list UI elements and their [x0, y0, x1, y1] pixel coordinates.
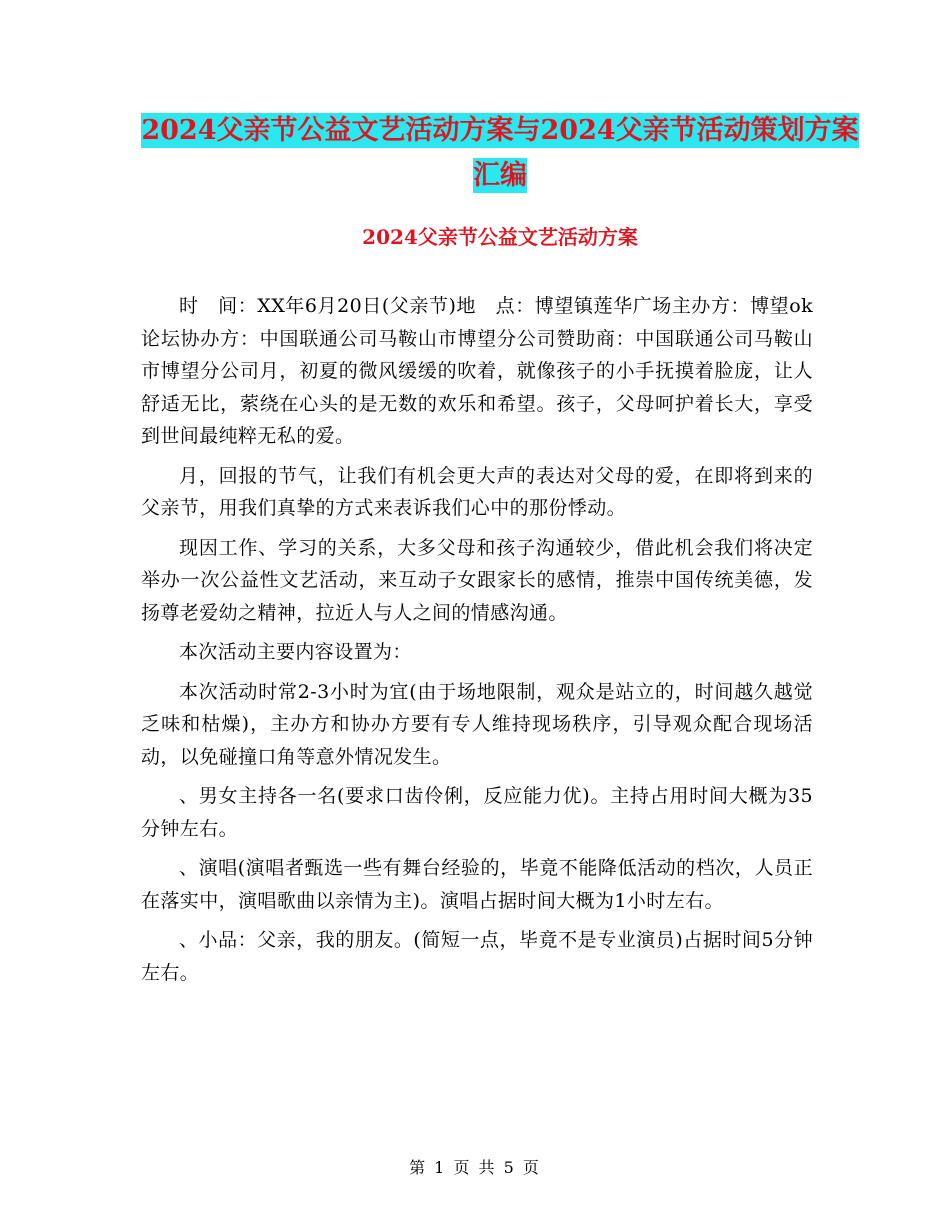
- paragraph: 现因工作、学习的关系，大多父母和孩子沟通较少，借此机会我们将决定举办一次公益性文艺活动，来互动子女跟家长的感情，推崇中国传统美德，发扬尊老爱幼之精神，拉近人与人之间的情感沟通。: [141, 536, 813, 624]
- document-body: [141, 290, 813, 996]
- paragraph: 时 间：XX年6月20日(父亲节)地 点：博望镇莲华广场主办方：博望ok论坛协办方：中国联通公司马鞍山市博望分公司赞助商：中国联通公司马鞍山市博望分公司月，初夏的微风缓缓的吹着，就像孩子的小手抚摸着脸庞，让人舒适无比，萦绕在心头的是无数的欢乐和希望。孩子，父母呵护着长大，享受到世间最纯粹无私的爱。: [141, 295, 813, 447]
- paragraph: 月，回报的节气，让我们有机会更大声的表达对父母的爱，在即将到来的父亲节，用我们真挚的方式来表诉我们心中的那份悸动。: [141, 464, 813, 519]
- section-title: 2024父亲节公益文艺活动方案: [362, 225, 638, 249]
- title-highlight: 2024父亲节公益文艺活动方案与2024父亲节活动策划方案汇编: [141, 115, 859, 191]
- page-footer: 第 1 页 共 5 页: [409, 1158, 541, 1177]
- paragraph: 、演唱(演唱者甄选一些有舞台经验的，毕竟不能降低活动的档次，人员正在落实中，演唱歌曲以亲情为主)。演唱占据时间大概为1小时左右。: [141, 857, 813, 912]
- paragraph: 本次活动时常2-3小时为宜(由于场地限制，观众是站立的，时间越久越觉乏味和枯燥)，主办方和协办方要有专人维持现场秩序，引导观众配合现场活动，以免碰撞口角等意外情况发生。: [141, 680, 813, 768]
- paragraph: 、小品：父亲，我的朋友。(简短一点，毕竟不是专业演员)占据时间5分钟左右。: [141, 929, 813, 984]
- paragraph: 、男女主持各一名(要求口齿伶俐，反应能力优)。主持占用时间大概为35分钟左右。: [141, 785, 813, 840]
- document-title: [140, 108, 860, 198]
- paragraph: 本次活动主要内容设置为：: [179, 641, 412, 663]
